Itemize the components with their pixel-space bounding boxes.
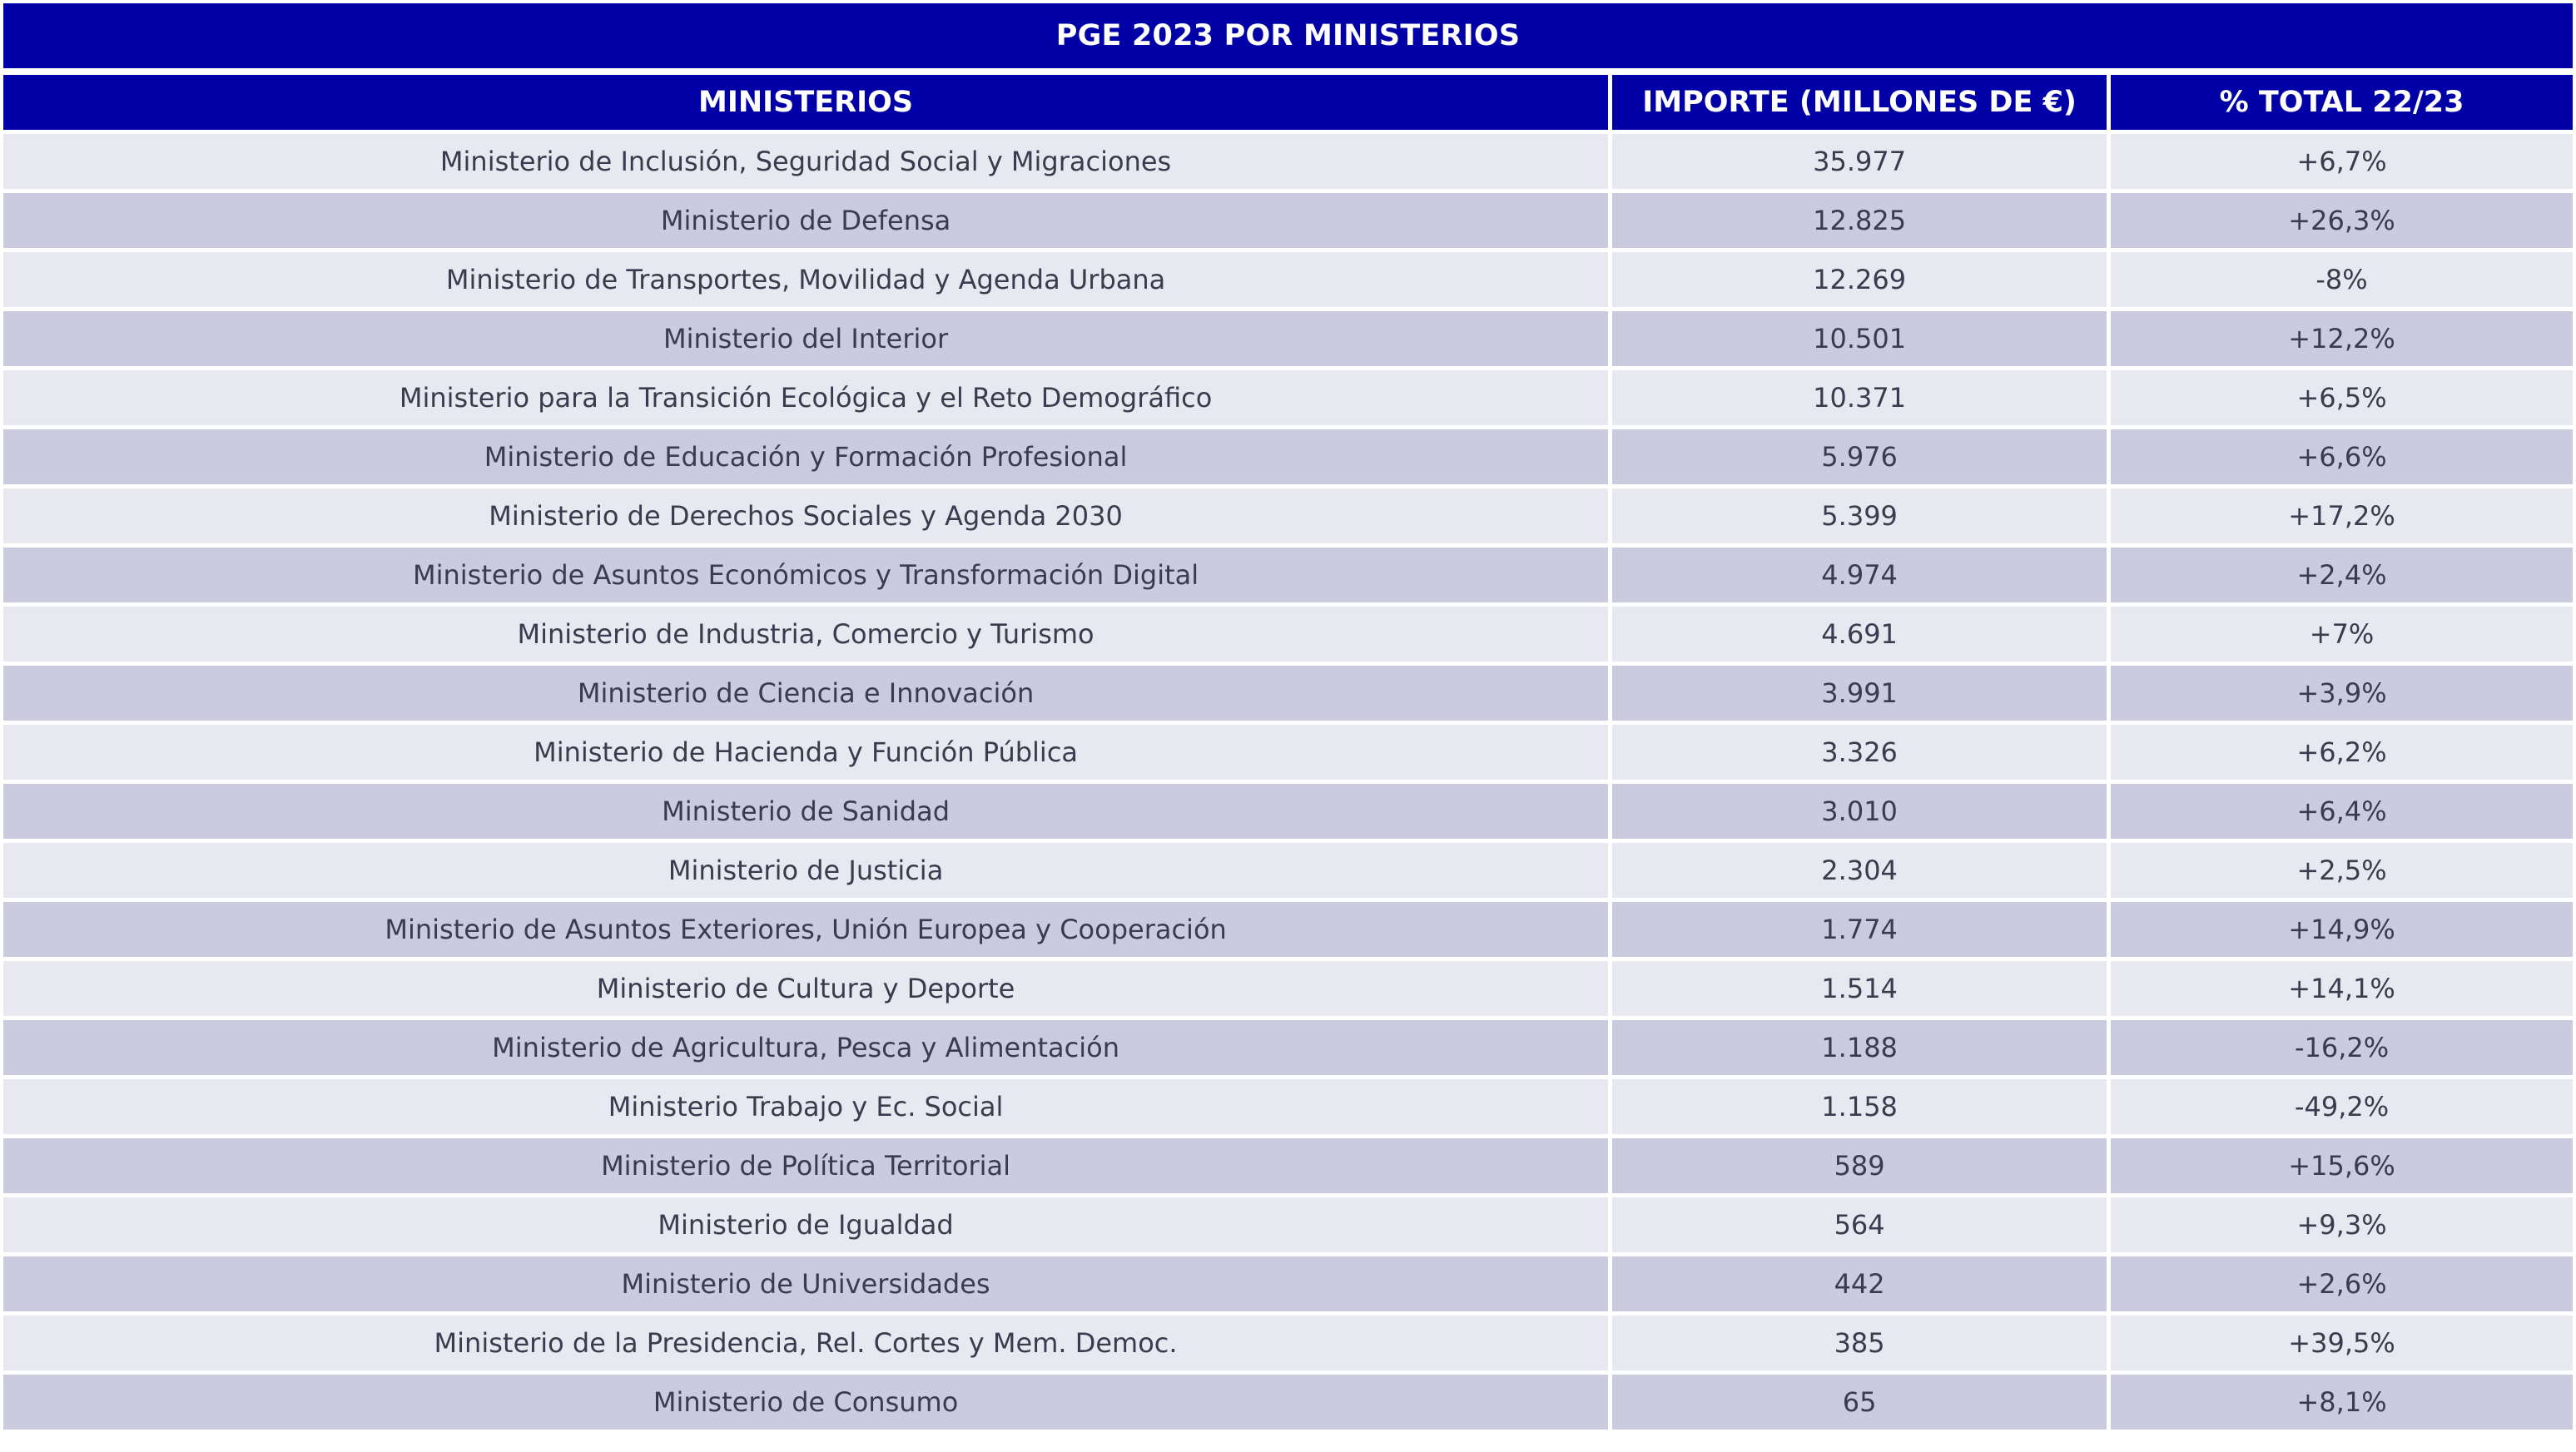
amount-cell: 1.514 bbox=[1612, 961, 2107, 1016]
amount-cell: 589 bbox=[1612, 1138, 2107, 1193]
percent-change-cell: -8% bbox=[2111, 252, 2573, 307]
ministry-name-cell: Ministerio de Educación y Formación Profesional bbox=[3, 429, 1608, 484]
percent-change-cell: +17,2% bbox=[2111, 488, 2573, 543]
header-pct-total: % TOTAL 22/23 bbox=[2111, 75, 2573, 130]
table-row bbox=[3, 1020, 2573, 1075]
amount-cell: 10.501 bbox=[1612, 311, 2107, 366]
ministry-name-cell: Ministerio de Asuntos Exteriores, Unión Europea y Cooperación bbox=[3, 902, 1608, 957]
table-row bbox=[3, 784, 2573, 839]
ministry-name-cell: Ministerio de Derechos Sociales y Agenda 2030 bbox=[3, 488, 1608, 543]
percent-change-cell: +8,1% bbox=[2111, 1375, 2573, 1430]
amount-cell: 4.974 bbox=[1612, 548, 2107, 602]
ministry-name-cell: Ministerio de Política Territorial bbox=[3, 1138, 1608, 1193]
ministry-name-cell: Ministerio de Defensa bbox=[3, 193, 1608, 248]
amount-cell: 3.991 bbox=[1612, 666, 2107, 721]
table-row bbox=[3, 429, 2573, 484]
budget-table-container bbox=[3, 3, 2573, 1434]
amount-cell: 1.774 bbox=[1612, 902, 2107, 957]
percent-change-cell: +7% bbox=[2111, 607, 2573, 662]
ministry-name-cell: Ministerio de Justicia bbox=[3, 843, 1608, 898]
amount-cell: 3.010 bbox=[1612, 784, 2107, 839]
table-row bbox=[3, 1316, 2573, 1370]
ministries-table bbox=[0, 71, 2576, 1434]
ministry-name-cell: Ministerio de Asuntos Económicos y Transformación Digital bbox=[3, 548, 1608, 602]
table-row bbox=[3, 370, 2573, 425]
ministry-name-cell: Ministerio de Hacienda y Función Pública bbox=[3, 725, 1608, 780]
percent-change-cell: +14,1% bbox=[2111, 961, 2573, 1016]
amount-cell: 12.269 bbox=[1612, 252, 2107, 307]
percent-change-cell: +2,4% bbox=[2111, 548, 2573, 602]
table-row bbox=[3, 607, 2573, 662]
percent-change-cell: +12,2% bbox=[2111, 311, 2573, 366]
header-row bbox=[3, 75, 2573, 130]
table-row bbox=[3, 1197, 2573, 1252]
table-row bbox=[3, 193, 2573, 248]
amount-cell: 385 bbox=[1612, 1316, 2107, 1370]
percent-change-cell: +14,9% bbox=[2111, 902, 2573, 957]
percent-change-cell: +3,9% bbox=[2111, 666, 2573, 721]
percent-change-cell: +15,6% bbox=[2111, 1138, 2573, 1193]
amount-cell: 10.371 bbox=[1612, 370, 2107, 425]
ministry-name-cell: Ministerio Trabajo y Ec. Social bbox=[3, 1079, 1608, 1134]
amount-cell: 564 bbox=[1612, 1197, 2107, 1252]
table-row bbox=[3, 725, 2573, 780]
percent-change-cell: +6,7% bbox=[2111, 134, 2573, 189]
amount-cell: 35.977 bbox=[1612, 134, 2107, 189]
amount-cell: 1.188 bbox=[1612, 1020, 2107, 1075]
ministry-name-cell: Ministerio de Industria, Comercio y Turismo bbox=[3, 607, 1608, 662]
table-row bbox=[3, 134, 2573, 189]
ministry-name-cell: Ministerio de Inclusión, Seguridad Social y Migraciones bbox=[3, 134, 1608, 189]
amount-cell: 5.399 bbox=[1612, 488, 2107, 543]
amount-cell: 12.825 bbox=[1612, 193, 2107, 248]
ministry-name-cell: Ministerio de Sanidad bbox=[3, 784, 1608, 839]
table-row bbox=[3, 1375, 2573, 1430]
ministry-name-cell: Ministerio de Universidades bbox=[3, 1256, 1608, 1311]
table-row bbox=[3, 1256, 2573, 1311]
amount-cell: 65 bbox=[1612, 1375, 2107, 1430]
amount-cell: 4.691 bbox=[1612, 607, 2107, 662]
ministry-name-cell: Ministerio de Consumo bbox=[3, 1375, 1608, 1430]
percent-change-cell: +39,5% bbox=[2111, 1316, 2573, 1370]
ministry-name-cell: Ministerio de la Presidencia, Rel. Cortes y Mem. Democ. bbox=[3, 1316, 1608, 1370]
ministry-name-cell: Ministerio del Interior bbox=[3, 311, 1608, 366]
table-row bbox=[3, 902, 2573, 957]
ministry-name-cell: Ministerio de Ciencia e Innovación bbox=[3, 666, 1608, 721]
ministry-name-cell: Ministerio de Igualdad bbox=[3, 1197, 1608, 1252]
table-row bbox=[3, 1138, 2573, 1193]
amount-cell: 5.976 bbox=[1612, 429, 2107, 484]
percent-change-cell: +2,5% bbox=[2111, 843, 2573, 898]
amount-cell: 2.304 bbox=[1612, 843, 2107, 898]
ministry-name-cell: Ministerio de Cultura y Deporte bbox=[3, 961, 1608, 1016]
header-ministerios: MINISTERIOS bbox=[3, 75, 1608, 130]
percent-change-cell: +6,4% bbox=[2111, 784, 2573, 839]
table-title: PGE 2023 POR MINISTERIOS bbox=[3, 3, 2573, 68]
table-row bbox=[3, 548, 2573, 602]
percent-change-cell: -16,2% bbox=[2111, 1020, 2573, 1075]
ministry-name-cell: Ministerio de Transportes, Movilidad y Agenda Urbana bbox=[3, 252, 1608, 307]
percent-change-cell: +26,3% bbox=[2111, 193, 2573, 248]
table-row bbox=[3, 961, 2573, 1016]
amount-cell: 442 bbox=[1612, 1256, 2107, 1311]
amount-cell: 1.158 bbox=[1612, 1079, 2107, 1134]
ministry-name-cell: Ministerio para la Transición Ecológica y el Reto Demográfico bbox=[3, 370, 1608, 425]
table-row bbox=[3, 311, 2573, 366]
percent-change-cell: +9,3% bbox=[2111, 1197, 2573, 1252]
table-row bbox=[3, 252, 2573, 307]
percent-change-cell: -49,2% bbox=[2111, 1079, 2573, 1134]
table-body bbox=[3, 134, 2573, 1430]
percent-change-cell: +6,2% bbox=[2111, 725, 2573, 780]
percent-change-cell: +6,5% bbox=[2111, 370, 2573, 425]
percent-change-cell: +2,6% bbox=[2111, 1256, 2573, 1311]
ministry-name-cell: Ministerio de Agricultura, Pesca y Alimentación bbox=[3, 1020, 1608, 1075]
table-row bbox=[3, 488, 2573, 543]
table-row bbox=[3, 1079, 2573, 1134]
table-row bbox=[3, 843, 2573, 898]
table-row bbox=[3, 666, 2573, 721]
amount-cell: 3.326 bbox=[1612, 725, 2107, 780]
header-importe: IMPORTE (MILLONES DE €) bbox=[1612, 75, 2107, 130]
percent-change-cell: +6,6% bbox=[2111, 429, 2573, 484]
